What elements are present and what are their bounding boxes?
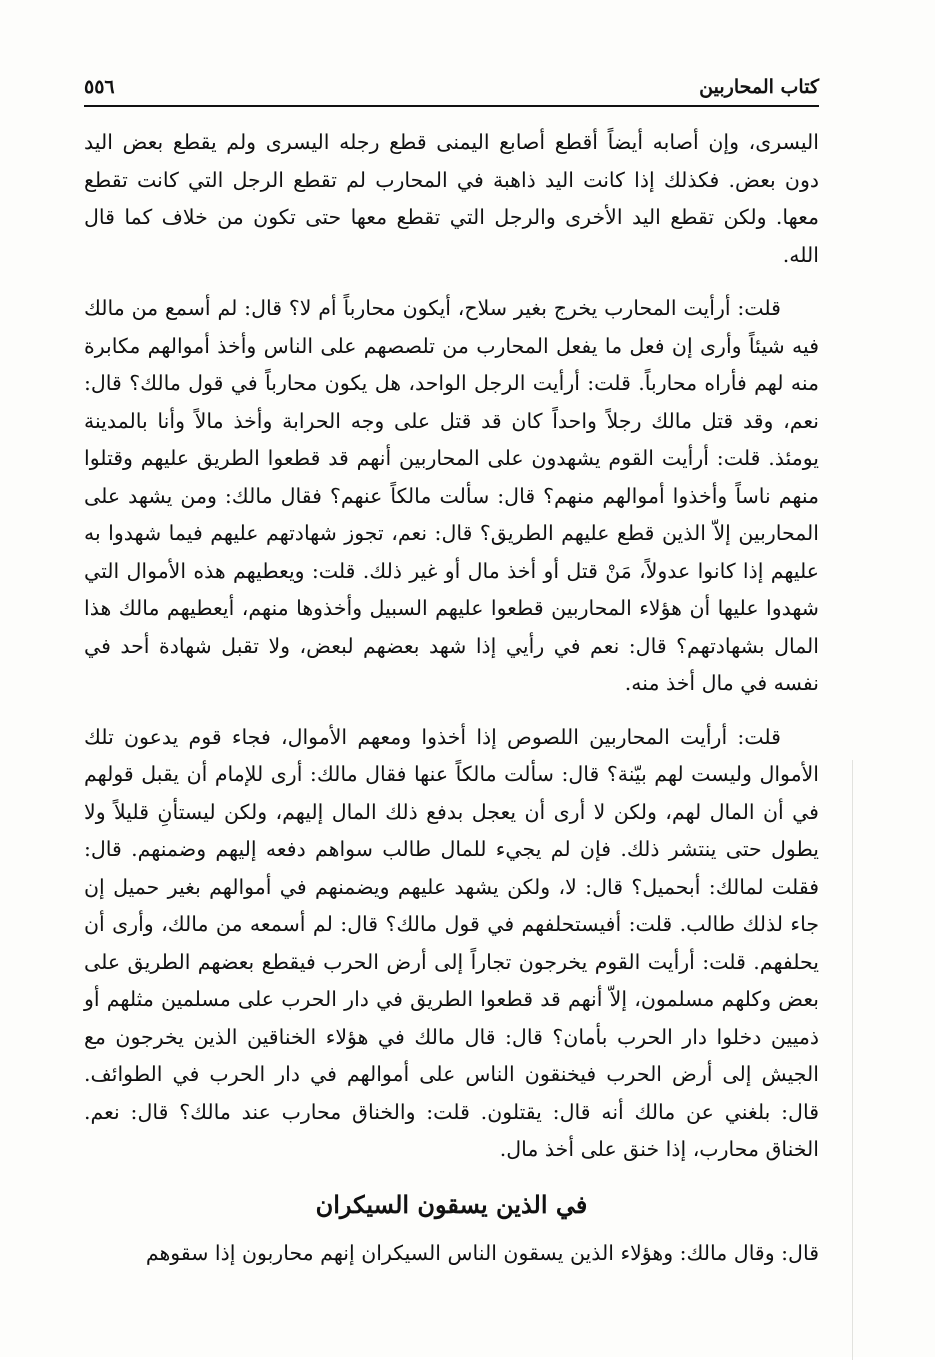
- paragraph-3: قلت: أرأيت المحاربين اللصوص إذا أخذوا ومعهم الأموال، فجاء قوم يدعون تلك الأموال وليست لهم بيّنة؟ قال: سألت مالكاً عنها فقال مالك: أرى للإمام أن يقبل قولهم في أن المال لهم، ولكن لا أرى أن يعجل بدفع ذلك المال إليهم، ولكن ليستأنِ قليلاً ولا يطول حتى ينتشر ذلك. فإن لم يجيء للمال طالب سواهم دفعه إليهم وضمنهم. قال: فقلت لمالك: أبحميل؟ قال: لا، ولكن يشهد عليهم ويضمنهم في أموالهم بغير حميل إن جاء لذلك طالب. قلت: أفيستحلفهم في قول مالك؟ قال: لم أسمعه من مالك، وأرى أن يحلفهم. قلت: أرأيت القوم يخرجون تجاراً إلى أرض الحرب فيقطع بعضهم الطريق على بعض وكلهم مسلمون، إلاّ أنهم قد قطعوا الطريق في دار الحرب على مسلمين مثلهم أو ذميين دخلوا دار الحرب بأمان؟ قال: قال مالك في هؤلاء الخناقين الذين يخرجون مع الجيش إلى أرض الحرب فيخنقون الناس على أموالهم في دار الحرب في الطوائف. قال: بلغني عن مالك أنه قال: يقتلون. قلت: والخناق محارب عند مالك؟ قال: نعم. الخناق محارب، إذا خنق على أخذ مال.: [84, 724, 819, 1161]
- running-head: [84, 70, 819, 104]
- header-rule: [84, 105, 819, 107]
- scan-gutter-line: [852, 760, 853, 1360]
- page-number: ٥٥٦: [84, 76, 115, 98]
- paragraph-4: قال: وقال مالك: وهؤلاء الذين يسقون الناس السيكران إنهم محاربون إذا سقوهم: [145, 1240, 819, 1265]
- body-text: [84, 124, 819, 1288]
- book-title: كتاب المحاربين: [699, 76, 819, 98]
- paragraph-2: قلت: أرأيت المحارب يخرج بغير سلاح، أيكون محارباً أم لا؟ قال: لم أسمع من مالك فيه شيئاً وأرى إن فعل ما يفعل المحارب من تلصصهم على الناس وأخذ أموالهم مكابرة منه لهم فأراه محارباً. قلت: أرأيت الرجل الواحد، هل يكون محارباً في قول مالك؟ قال: نعم، وقد قتل مالك رجلاً واحداً كان قد قتل على وجه الحرابة وأخذ مالاً وأنا بالمدينة يومئذ. قلت: أرأيت القوم يشهدون على المحاربين أنهم قد قطعوا الطريق عليهم وقتلوا منهم ناساً وأخذوا أموالهم منهم؟ قال: سألت مالكاً عنهم؟ فقال مالك: ومن يشهد على المحاربين إلاّ الذين قطع عليهم الطريق؟ قال: نعم، تجوز شهادتهم عليهم فيما شهدوا به عليهم إذا كانوا عدولاً، مَنْ قتل أو أخذ مال أو غير ذلك. قلت: ويعطيهم هذه الأموال التي شهدوا عليها أن هؤلاء المحاربين قطعوا عليهم السبيل وأخذوها منهم، أيعطيهم مالك هذا المال بشهادتهم؟ قال: نعم في رأيي إذا شهد بعضهم لبعض، ولا تقبل شهادة أحد في نفسه في مال أخذ منه.: [84, 296, 819, 695]
- paragraph-1: اليسرى، وإن أصابه أيضاً أقطع أصابع اليمنى قطع رجله اليسرى ولم يقطع بعض اليد دون بعض. فكذلك إذا كانت اليد ذاهبة في المحارب لم تقطع الرجل التي كانت تقطع معها. ولكن تقطع اليد الأخرى والرجل التي تقطع معها حتى تكون من خلاف كما قال الله.: [84, 130, 819, 267]
- section-heading: في الذين يسقون السيكران: [315, 1189, 588, 1219]
